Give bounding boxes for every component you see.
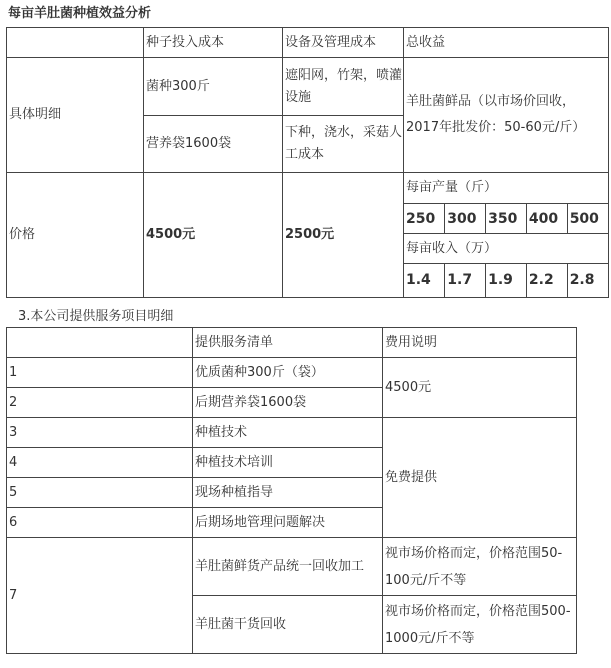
page-title: 每亩羊肚菌种植效益分析 [8,6,152,21]
price-label: 价格 [7,173,144,298]
header-fee: 费用说明 [383,328,577,358]
seed-price: 4500元 [144,173,283,298]
header-empty [7,328,193,358]
yield-value: 400 [526,204,567,234]
revenue-text: 羊肚菌鲜品（以市场价回收，2017年批发价：50-60元/斤） [404,58,609,173]
header-total-revenue: 总收益 [404,28,609,58]
detail-label: 具体明细 [7,58,144,173]
header-seed-cost: 种子投入成本 [144,28,283,58]
yield-value: 500 [567,204,608,234]
service-item: 现场种植指导 [193,478,383,508]
row-number: 3 [7,418,193,448]
benefit-table [6,27,609,298]
service-table [6,327,577,654]
income-value: 1.4 [404,264,445,297]
fee-text: 视市场价格而定，价格范围500-1000元/斤不等 [383,596,577,654]
row-number: 7 [7,538,193,654]
header-service-list: 提供服务清单 [193,328,383,358]
header-empty [7,28,144,58]
service-item: 种植技术 [193,418,383,448]
fee-text: 4500元 [383,358,577,418]
equipment-item: 下种，浇水，采菇人工成本 [283,116,404,173]
row-number: 1 [7,358,193,388]
row-number: 4 [7,448,193,478]
service-item: 后期营养袋1600袋 [193,388,383,418]
yield-value: 250 [404,204,445,234]
income-value: 1.7 [445,264,486,297]
service-item: 种植技术培训 [193,448,383,478]
equipment-price: 2500元 [283,173,404,298]
service-item: 后期场地管理问题解决 [193,508,383,538]
fee-text: 视市场价格而定，价格范围50-100元/斤不等 [383,538,577,596]
yield-value: 300 [445,204,486,234]
section-subtitle: 3.本公司提供服务项目明细 [18,309,174,324]
row-number: 2 [7,388,193,418]
yield-income-cell [404,173,609,298]
income-label: 每亩收入（万） [404,234,608,264]
income-value: 2.2 [526,264,567,297]
income-value: 2.8 [567,264,608,297]
header-equipment-cost: 设备及管理成本 [283,28,404,58]
seed-item: 菌种300斤 [144,58,283,116]
service-item: 优质菌种300斤（袋） [193,358,383,388]
service-item: 羊肚菌干货回收 [193,596,383,654]
service-item: 羊肚菌鲜货产品统一回收加工 [193,538,383,596]
income-value: 1.9 [486,264,527,297]
yield-label: 每亩产量（斤） [404,174,608,204]
row-number: 5 [7,478,193,508]
yield-value: 350 [486,204,527,234]
fee-text: 免费提供 [383,418,577,538]
row-number: 6 [7,508,193,538]
seed-item: 营养袋1600袋 [144,116,283,173]
equipment-item: 遮阳网，竹架，喷灌设施 [283,58,404,116]
